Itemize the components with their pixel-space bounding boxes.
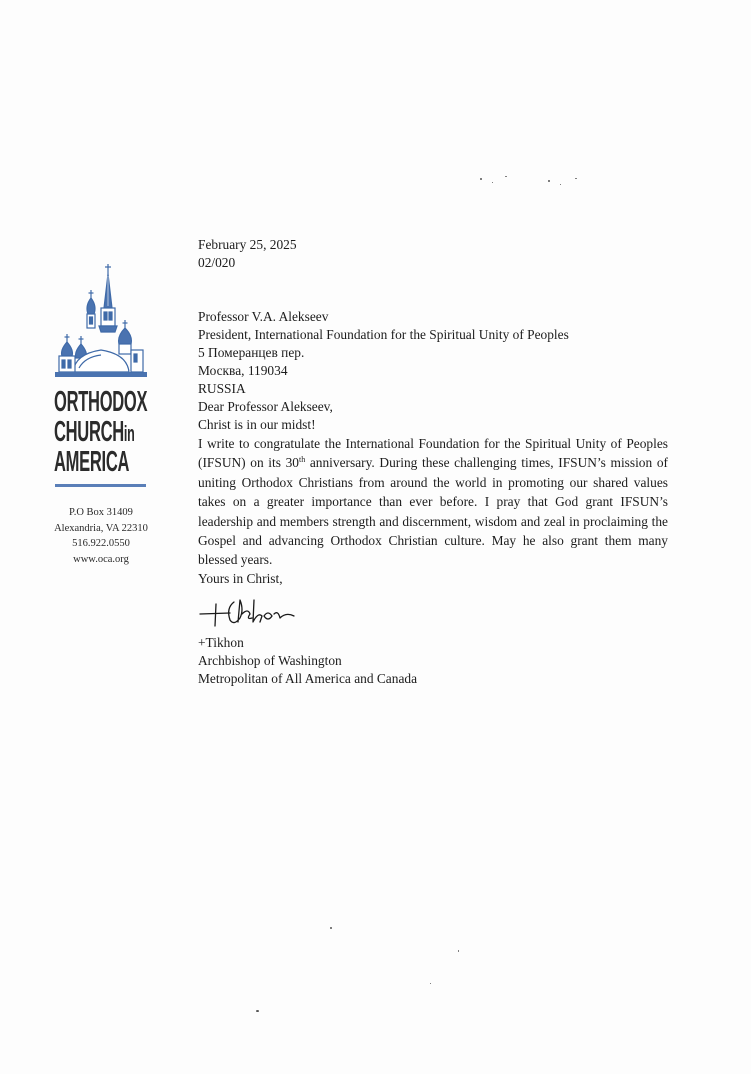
logo-underline-rule <box>55 484 146 487</box>
recipient-block <box>198 308 668 398</box>
org-name-line-3: AMERICA <box>54 446 130 478</box>
org-name-line-2: CHURCHin <box>54 416 135 448</box>
greeting: Christ is in our midst! <box>198 417 316 432</box>
body-paragraph: I write to congratulate the International Foundation for the Spiritual Unity of Peoples (IFSUN) on its 30th anniversary. During these challenging times, IFSUN’s mission of uniting Orthodox Christians from around the world in promoting our shared values takes on a greater importance than ever before. I pray that God grant IFSUN’s leadership and members strength and discernment, wisdom and zeal in proclaiming the Gospel and advancing Orthodox Christian culture. May he also grant them many blessed years. <box>198 436 668 568</box>
scan-speck <box>430 983 431 984</box>
letter-body <box>198 236 668 688</box>
closing: Yours in Christ, <box>198 570 283 586</box>
address-line-1: P.O Box 31409 <box>69 507 133 518</box>
org-name-wordmark <box>54 388 149 477</box>
website-link: www.oca.org <box>73 553 129 565</box>
org-name-line-1: ORTHODOX <box>54 386 148 418</box>
scan-speck <box>492 182 493 183</box>
signer-title-1: Archbishop of Washington <box>198 652 342 668</box>
letter-date: February 25, 2025 <box>198 237 297 252</box>
contact-block <box>40 505 162 567</box>
recipient-title: President, International Foundation for the Spiritual Unity of Peoples <box>198 327 569 342</box>
scan-speck <box>256 1010 259 1012</box>
scan-speck <box>480 178 482 180</box>
scan-speck <box>575 178 577 179</box>
recipient-street: 5 Померанцев пер. <box>198 345 305 360</box>
recipient-country: RUSSIA <box>198 381 246 396</box>
ordinal-superscript: th <box>298 455 306 465</box>
scan-speck <box>505 176 507 177</box>
handwritten-signature <box>196 592 306 632</box>
scan-speck <box>560 184 561 185</box>
church-domes-logo-icon <box>55 262 147 384</box>
date-block <box>198 236 668 272</box>
reference-number: 02/020 <box>198 255 236 270</box>
recipient-name: Professor V.A. Alekseev <box>198 309 329 324</box>
salutation: Dear Professor Alekseev, <box>198 399 333 414</box>
address-line-2: Alexandria, VA 22310 <box>54 522 148 534</box>
recipient-city: Москва, 119034 <box>198 363 288 378</box>
signer-name: +Tikhon <box>198 634 244 650</box>
signer-title-2: Metropolitan of All America and Canada <box>198 670 418 686</box>
scan-speck <box>458 950 459 952</box>
scan-speck <box>548 180 550 182</box>
signer-block <box>198 634 668 688</box>
phone-number: 516.922.0550 <box>72 538 130 549</box>
scan-speck <box>330 927 332 929</box>
